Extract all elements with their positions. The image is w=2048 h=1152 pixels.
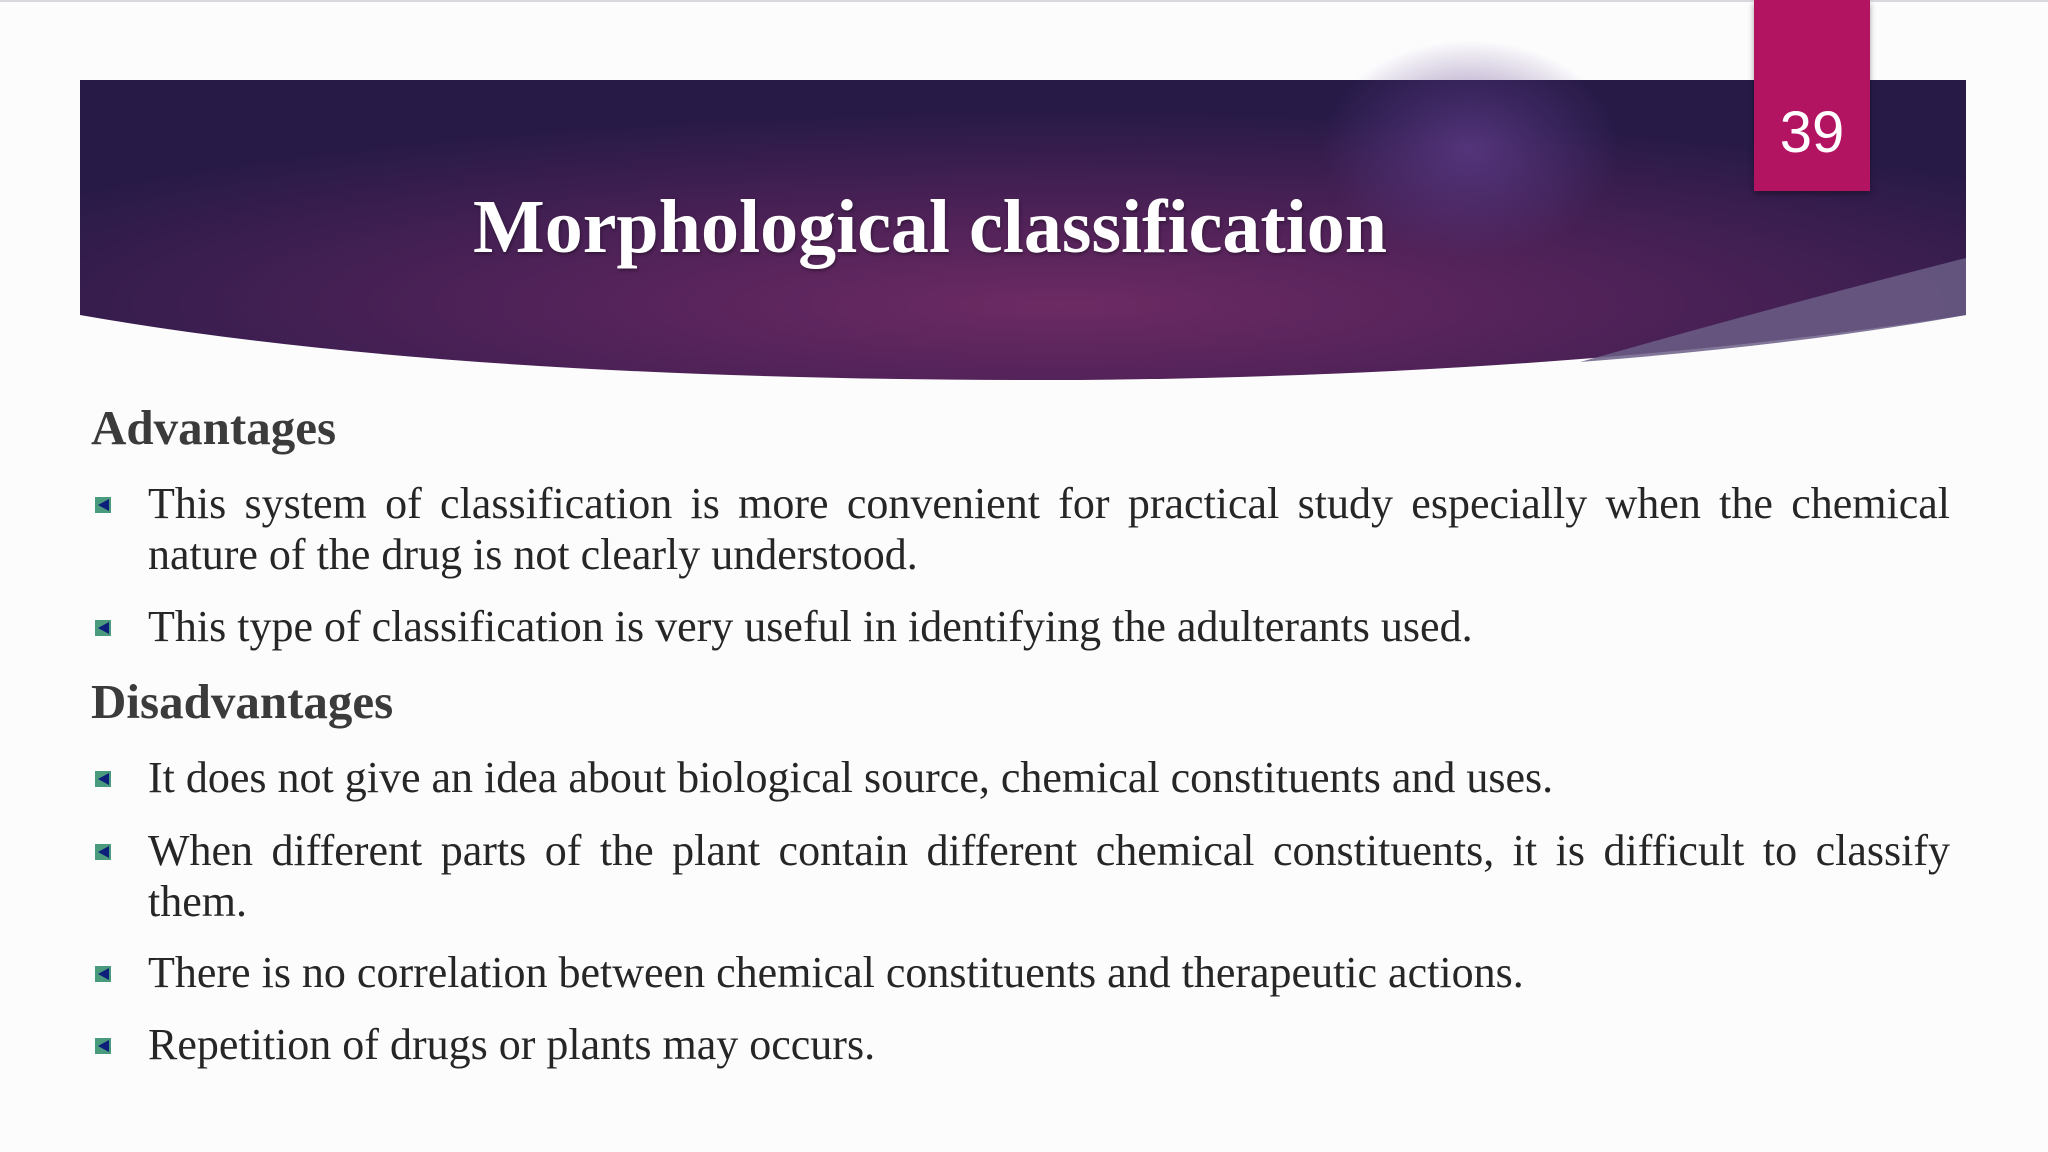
- list-item: [92, 947, 1950, 998]
- square-bullet-icon: [95, 966, 111, 982]
- disadvantage-text: Repetition of drugs or plants may occurs.: [148, 1020, 876, 1069]
- square-bullet-icon: [95, 620, 111, 636]
- list-item: [92, 478, 1950, 580]
- advantage-text: This type of classification is very useful in identifying the adulterants used.: [148, 602, 1473, 651]
- square-bullet-icon: [95, 497, 111, 513]
- advantages-heading: Advantages: [91, 400, 337, 455]
- list-item: [92, 825, 1950, 927]
- slide-number: 39: [1754, 0, 1870, 191]
- square-bullet-icon: [95, 1038, 111, 1054]
- slide-title: Morphological classification: [472, 185, 1388, 269]
- list-item: [92, 601, 1950, 652]
- square-bullet-icon: [95, 771, 111, 787]
- advantage-text: This system of classification is more convenient for practical study especially when the chemical nature of the drug is not clearly understood.: [148, 479, 1950, 579]
- list-item: [92, 752, 1950, 803]
- disadvantage-text: It does not give an idea about biological source, chemical constituents and uses.: [148, 753, 1554, 802]
- disadvantage-text: When different parts of the plant contain different chemical constituents, it is difficult to classify them.: [148, 826, 1950, 926]
- disadvantage-text: There is no correlation between chemical constituents and therapeutic actions.: [148, 948, 1524, 997]
- list-item: [92, 1019, 1950, 1070]
- disadvantages-heading: Disadvantages: [91, 674, 394, 729]
- square-bullet-icon: [95, 844, 111, 860]
